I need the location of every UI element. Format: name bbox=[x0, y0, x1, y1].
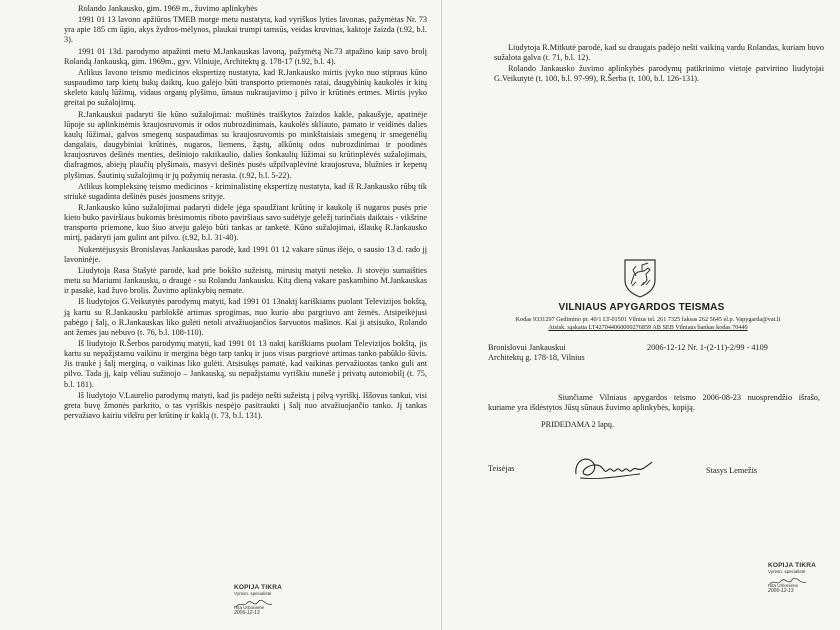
paragraph: 1991 01 13 lavono apžiūros TMEB morge metu nustatyta, kad vyriškos lyties lavonas, pažymėtas Nr. 73 yra apie 185 cm ūgio, akys žydros-mėlynos, plaukai trumpi tamsūs, veidas kruvinas, kaktoje žaizda (t.92, b.l. 3). bbox=[64, 15, 427, 45]
coat-of-arms-icon bbox=[622, 258, 658, 298]
paragraph: Atlikus lavono teismo medicinos ekspertizę nustatyta, kad R.Jankausko mirtis įvyko nuo stipraus kūno suspaudimo tarp kietų bukų daiktų, kuo galėjo būti transporto priemonės ratai, daugybinių kaukolės ir kitų skeleto kaulų lūžimų, vidaus organų plyšimo, ūmaus nukraujavimo į pilvo ir krūtinės ertmes. Mirtis įvyko greitai po sužalojimų. bbox=[64, 67, 427, 108]
paragraph: Nukentėjusysis Bronislavas Jankauskas parodė, kad 1991 01 12 vakare sūnus išėjo, o sausio 13 d. rado jį lavoninėje. bbox=[64, 244, 427, 264]
recipient-name: Bronislovui Jankauskui bbox=[488, 343, 566, 352]
right-top-text bbox=[494, 43, 824, 86]
attachment-note: PRIDEDAMA 2 lapų. bbox=[541, 420, 615, 429]
stamp-title: KOPIJA TIKRA bbox=[234, 584, 283, 591]
court-bank-line: Atsisk. sąskaita LT427044060000276859 AB SEB Vilniaus bankas kodas 70440 bbox=[548, 324, 748, 331]
copy-stamp bbox=[768, 562, 832, 594]
stamp-title: KOPIJA TIKRA bbox=[768, 562, 817, 569]
judge-label: Teisėjas bbox=[488, 464, 515, 473]
paragraph: 1991 01 13d. parodymo atpažinti metu M.Jankauskas lavoną, pažymėtą Nr.73 atpažino kaip savo brolį Rolandą Jankauską, gim. 1969m., gyv. Vilniuje, Architektų g. 178-17 (t.92, b.l. 4). bbox=[64, 46, 427, 66]
recipient bbox=[488, 343, 585, 363]
court-contacts bbox=[462, 316, 834, 332]
stamp-name: Rita Urbonienė bbox=[768, 583, 799, 588]
stamp-signature-icon bbox=[768, 574, 832, 583]
letter-body: Siunčiame Vilniaus apygardos teismo 2006-08-23 nuosprendžio išrašo, kuriame yra išdėstytos Jūsų sūnaus žuvimo aplinkybės, kopiją. bbox=[488, 393, 820, 413]
court-name: VILNIAUS APYGARDOS TEISMAS bbox=[558, 302, 725, 313]
paragraph: Liudytoja R.Mitkutė parodė, kad su draugais padėjo nešti vaikiną vardu Rolandas, kuriam buvo sužalota galva (t. 71, b.l. 12). bbox=[494, 43, 824, 63]
stamp-name: Rita Urbonienė bbox=[234, 605, 265, 610]
court-contacts-line: Kodas 9331297 Gedimino pr. 40/1 LT-01501 Vilnius tel. 261 7325 faksas 262 5645 el.p. Vapygarda@vat.lt bbox=[515, 316, 781, 323]
paragraph: R.Jankauskui padaryti šie kūno sužalojimai: muštinės traiškytos žaizdos kakle, pakaušyje, apatinėje lūpoje su aplinkinėmis kraujosruvomis ir odos nubrozdinimais, kaukolės skliauto, pamato ir veidinės dalies kaulų lūžimai, galvos smegenų suspaudimas su kraujosruvomis po minkštaisiais smegenų ir smegenėlių dangalais, daugybiniai krūtinės, nugaros, liemens, žąstų, alkūnių odos nubrozdinimai ir poodinės kraujosruvos dešinės menties, dešiniojo raktikaulio, dalies šonkaulių lūžimai su krūtinplėvės sužalojimais, diafragmos, abiejų plaučių plyšimais, masyvi dešinės pusės užpilvaplėvinė kraujosruva, blužnies ir kepenų plyšimas. Šautinių sužalojimų ir jų požymių nerasta. (t.92, b.l. 5-22). bbox=[64, 109, 427, 180]
copy-stamp bbox=[234, 584, 298, 616]
paragraph: Iš liudytojo V.Laurelio parodymų matyti, kad jis padėjo nešti sužeistą į pilvą vyriškį. Iššovus tankui, visi greta buvę žmonės parkrito, o tas vyriškis nespėjo pasitraukti į šalį nuo atvažiuojančio tanko. Jį tankas pervažiavo kairiu vikšru per krūtinę ir kaklą (t. 73, b.l. 131). bbox=[64, 390, 427, 421]
stamp-position: Vyresn. specialistė bbox=[768, 569, 806, 574]
stamp-signature-icon bbox=[234, 596, 298, 605]
paragraph: Rolando Jankausko žuvimo aplinkybės parodymų patikrinimo vietoje patvirtino liudytojai G.Veikutytė (t. 100, b.l. 97-99), R.Šerba (t. 100, b.l. 126-131). bbox=[494, 64, 824, 84]
paragraph: Iš liudytojo R.Šerbos parodymų matyti, kad 1991 01 13 naktį kariškiams puolant Televizijos bokštą, jis kartu su nepažįstamu vaikinu ir mergina bėgo tarp tankų ir juos visus pargriovė artimas tanko pabūklo šūvis. Jis traukė į šalį merginą, o vaikinas liko gulėti. Atsisukęs pamatė, kad vaikinas pervažiuotas tanko guli ant pilvo. Tada jį, kaip vėliau sužinojo – Jankauską, su nepažįstamu vyriškiu nunešė į privatų automobilį (t. 75, b.l. 181). bbox=[64, 339, 427, 389]
stamp-position: Vyresn. specialistė bbox=[234, 591, 272, 596]
paragraph-title: Rolando Jankausko, gim. 1969 m., žuvimo aplinkybės bbox=[78, 4, 258, 13]
stamp-date: 2006-12-13 bbox=[234, 610, 260, 616]
right-page bbox=[441, 0, 840, 630]
recipient-address: Architektų g. 178-18, Vilnius bbox=[488, 353, 585, 363]
paragraph: Iš liudytojos G.Veikutytės parodymų matyti, kad 1991 01 13naktį kariškiams puolant Televizijos bokštą, ją kartu su R.Jankausku parblokšė artimas sprogimas, nuo kurio abu pargriuvo ant žemės. Atsipeikėjusi pabėgo į šalį, o R.Jankauskas liko gulėti netoli atvažiuojančios šarvuotos mašinos. Kai ji atsisukо, Rolando ant žemės jau nebuvo (t. 76, b.l. 108-110). bbox=[64, 297, 427, 337]
paragraph: Liudytoja Rasa Stašytė parodė, kad prie bokšto sužeistų, mirusių matyti neteko. Ji stovėjo sumaišties metu su Mariumi Jankausku, o draugė - su Rolandu Jankausku. Kitą dieną vakare paskambino M.Jankauskas ir pasakė, kad žuvo brolis. Žuvimo aplinkybių nemate. bbox=[64, 265, 427, 296]
stamp-date: 2006-12-13 bbox=[768, 588, 794, 594]
judge-name: Stasys Lemežis bbox=[706, 466, 758, 475]
document-reference: 2006-12-12 Nr. 1-(2-11)-2/99 - 4109 bbox=[647, 343, 768, 352]
judge-signature-icon bbox=[570, 450, 656, 486]
paragraph: R.Jankausko kūno sužalojimai padaryti didele jėga spaudžiant krūtinę ir kaukolę iš nugaros pusės prie kieto buko paviršiaus bukomis brėsimomis riboto paviršiaus savo sudėtyje geležį turinčiais daiktais - vikšrine transporto priemone, kuo šiuo atveju galėjo būti tankas ar tanketė. Kūno sužalojimai, išlaukę R.Jankausko mirtį, padaryti jam gulint ant pilvo. (t.92, b.l. 31-40). bbox=[64, 202, 427, 243]
paragraph: Atlikus kompleksinę teismo medicinos - kriminalistinę ekspertizę nustatyta, kad iš R.Jankausko rūbų tik striukė sugadinta dešinės pusės juosmens srityje. bbox=[64, 181, 427, 201]
